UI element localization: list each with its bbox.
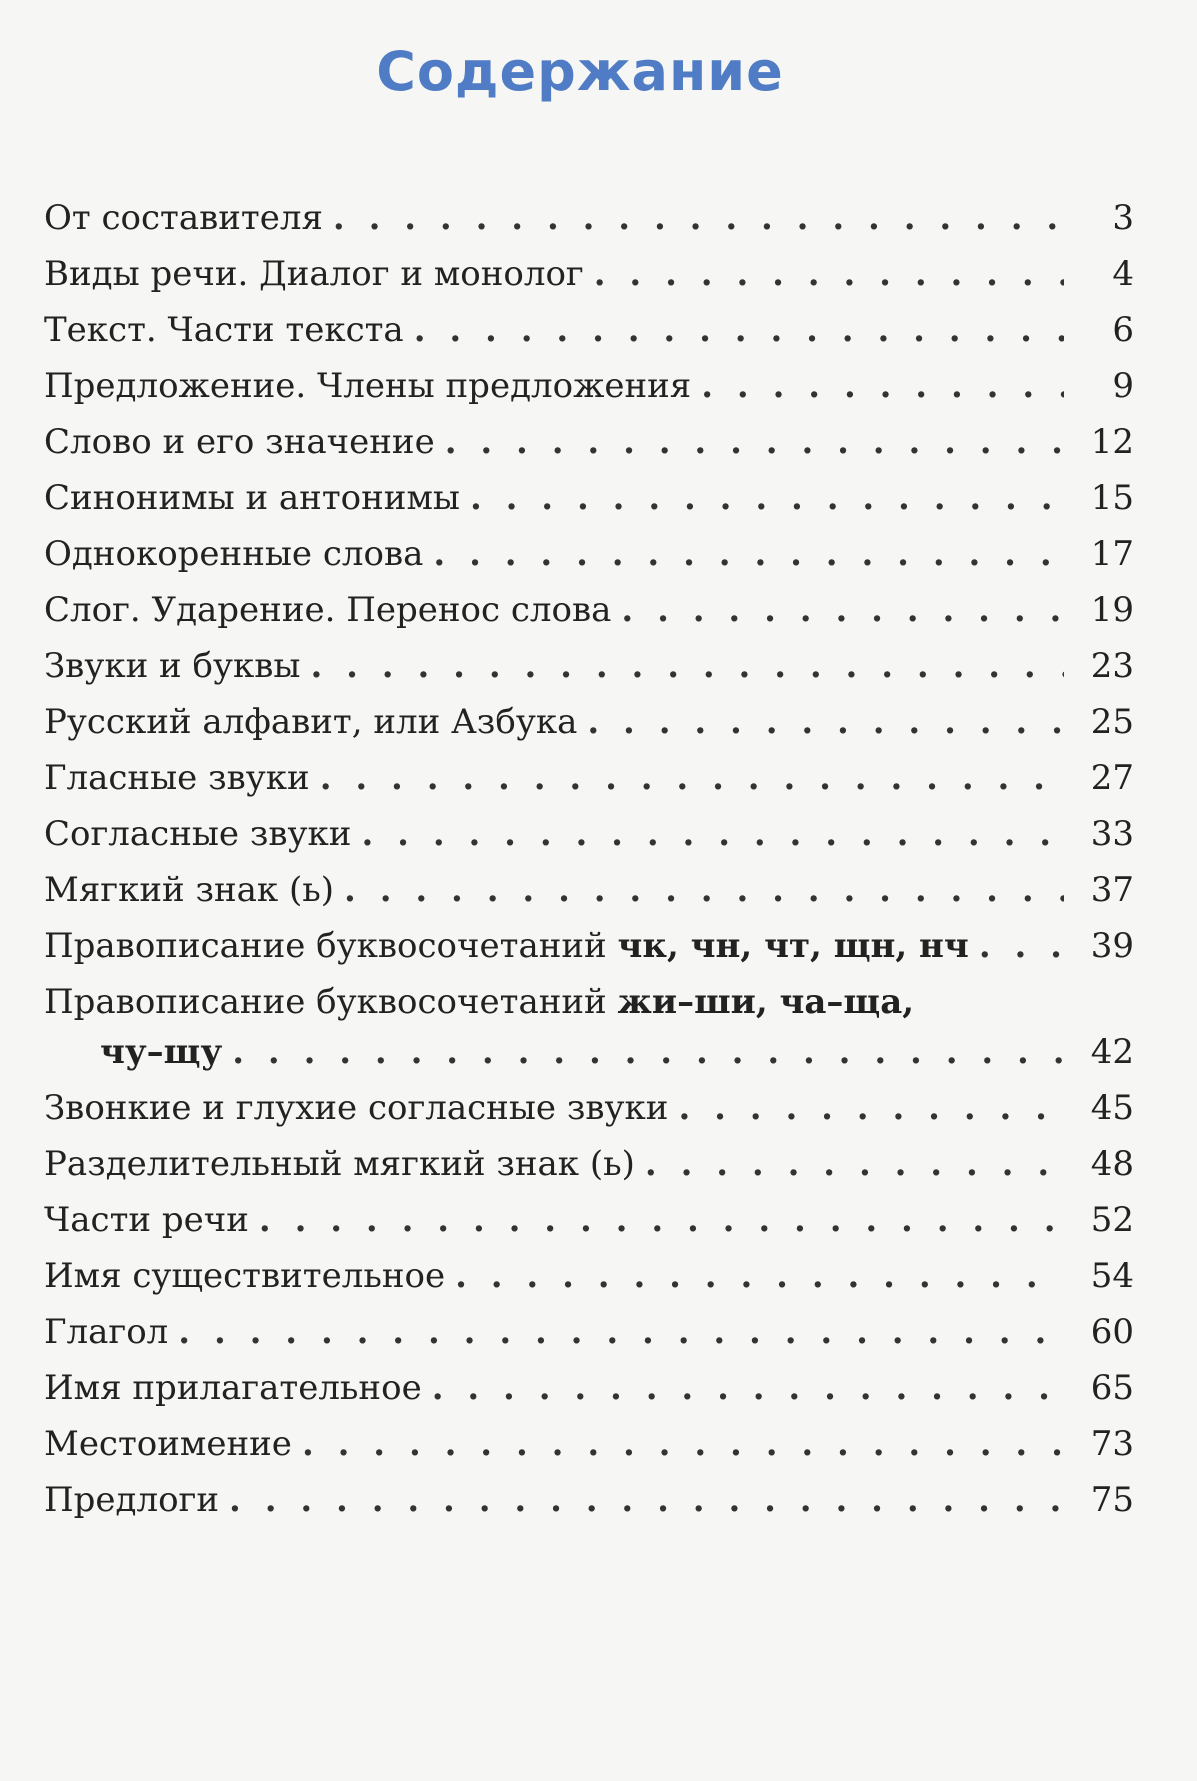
toc-entry-label: Местоимение <box>44 1424 292 1464</box>
toc-entry <box>44 1416 1134 1472</box>
toc-entry <box>44 358 1134 414</box>
toc-entry-page: 65 <box>1090 1368 1134 1408</box>
toc-entry <box>44 1472 1134 1528</box>
leader-dots <box>470 470 1064 526</box>
toc-entry-page: 27 <box>1090 758 1134 798</box>
leader-dots <box>232 1024 1064 1080</box>
toc-entry <box>44 918 1134 974</box>
leader-dots <box>344 862 1064 918</box>
toc-entry-label: Имя существительное <box>44 1256 446 1296</box>
toc-entry <box>44 638 1134 694</box>
toc-entry <box>44 470 1134 526</box>
table-of-contents <box>44 190 1134 1528</box>
leader-dots <box>333 190 1064 246</box>
toc-entry-bold-letters: жи–ши, ча–ща, <box>617 982 915 1022</box>
leader-dots <box>594 246 1064 302</box>
toc-entry-label: Однокоренные слова <box>44 534 424 574</box>
toc-entry-label: Правописание буквосочетаний <box>44 926 607 966</box>
page-title: Содержание <box>376 40 784 103</box>
toc-entry-page: 45 <box>1090 1088 1134 1128</box>
toc-entry-page: 39 <box>1090 926 1134 966</box>
toc-entry <box>44 302 1134 358</box>
toc-entry-label-wrap <box>44 918 969 974</box>
toc-entry-label: Разделительный мягкий знак (ь) <box>44 1144 635 1184</box>
toc-entry <box>44 694 1134 750</box>
toc-entry <box>44 1080 1134 1136</box>
toc-entry-label: Слог. Ударение. Перенос слова <box>44 590 612 630</box>
toc-entry-page: 3 <box>1112 198 1134 238</box>
toc-entry-label-wrap <box>44 1024 222 1080</box>
toc-entry-label: Слово и его значение <box>44 422 435 462</box>
toc-entry-page: 60 <box>1090 1312 1134 1352</box>
leader-dots <box>302 1416 1064 1472</box>
leader-dots <box>587 694 1064 750</box>
toc-entry-page: 54 <box>1090 1256 1134 1296</box>
toc-entry-label: Мягкий знак (ь) <box>44 870 335 910</box>
toc-entry-label: Гласные звуки <box>44 758 310 798</box>
toc-entry-page: 9 <box>1112 366 1134 406</box>
leader-dots <box>432 1360 1064 1416</box>
leader-dots <box>361 806 1064 862</box>
toc-entry-label: Звуки и буквы <box>44 646 301 686</box>
leader-dots <box>259 1192 1064 1248</box>
toc-entry-page: 19 <box>1090 590 1134 630</box>
leader-dots <box>445 414 1064 470</box>
toc-entry <box>44 190 1134 246</box>
toc-entry <box>44 1248 1134 1304</box>
leader-dots <box>414 302 1064 358</box>
toc-entry-page: 73 <box>1090 1424 1134 1464</box>
toc-entry <box>44 414 1134 470</box>
toc-entry-label: Глагол <box>44 1312 169 1352</box>
toc-entry-label: Предлоги <box>44 1480 220 1520</box>
toc-entry-label-wrap <box>44 974 914 1030</box>
toc-entry-label: Согласные звуки <box>44 814 352 854</box>
toc-entry-page: 33 <box>1090 814 1134 854</box>
leader-dots <box>433 526 1064 582</box>
toc-entry-page: 4 <box>1112 254 1134 294</box>
toc-entry-label: Предложение. Члены предложения <box>44 366 692 406</box>
leader-dots <box>678 1080 1064 1136</box>
toc-entry <box>44 1360 1134 1416</box>
toc-entry-page: 12 <box>1090 422 1134 462</box>
toc-entry-bold-letters: чу–щу <box>100 1032 223 1072</box>
toc-entry-label: Части речи <box>44 1200 249 1240</box>
toc-entry <box>44 246 1134 302</box>
leader-dots <box>178 1304 1064 1360</box>
toc-entry-page: 75 <box>1090 1480 1134 1520</box>
toc-entry-label: Имя прилагательное <box>44 1368 422 1408</box>
toc-entry-label: Правописание буквосочетаний <box>44 982 607 1022</box>
toc-entry-page: 6 <box>1112 310 1134 350</box>
leader-dots <box>621 582 1064 638</box>
toc-entry-page: 25 <box>1090 702 1134 742</box>
toc-entry <box>44 806 1134 862</box>
toc-entry-page: 23 <box>1090 646 1134 686</box>
toc-entry-page: 52 <box>1090 1200 1134 1240</box>
toc-entry-page: 15 <box>1090 478 1134 518</box>
leader-dots <box>310 638 1064 694</box>
toc-entry-label: Текст. Части текста <box>44 310 404 350</box>
toc-entry <box>44 526 1134 582</box>
leader-dots <box>701 358 1064 414</box>
toc-entry <box>44 1136 1134 1192</box>
toc-entry-bold-letters: чк, чн, чт, щн, нч <box>617 926 969 966</box>
toc-entry-label: От составителя <box>44 198 323 238</box>
toc-entry-page: 17 <box>1090 534 1134 574</box>
toc-entry <box>44 1192 1134 1248</box>
toc-entry-label: Звонкие и глухие согласные звуки <box>44 1088 669 1128</box>
toc-entry <box>44 750 1134 806</box>
toc-entry <box>44 582 1134 638</box>
toc-entry-page: 48 <box>1090 1144 1134 1184</box>
leader-dots <box>455 1248 1064 1304</box>
toc-entry-page: 42 <box>1090 1032 1134 1072</box>
toc-entry-label: Русский алфавит, или Азбука <box>44 702 578 742</box>
toc-entry-continuation <box>44 1024 1134 1080</box>
leader-dots <box>979 918 1064 974</box>
toc-entry <box>44 862 1134 918</box>
toc-entry-label: Синонимы и антонимы <box>44 478 460 518</box>
toc-entry-page: 37 <box>1090 870 1134 910</box>
leader-dots <box>645 1136 1064 1192</box>
toc-entry-label: Виды речи. Диалог и монолог <box>44 254 584 294</box>
leader-dots <box>229 1472 1064 1528</box>
leader-dots <box>320 750 1064 806</box>
toc-entry <box>44 974 1134 1024</box>
toc-entry <box>44 1304 1134 1360</box>
